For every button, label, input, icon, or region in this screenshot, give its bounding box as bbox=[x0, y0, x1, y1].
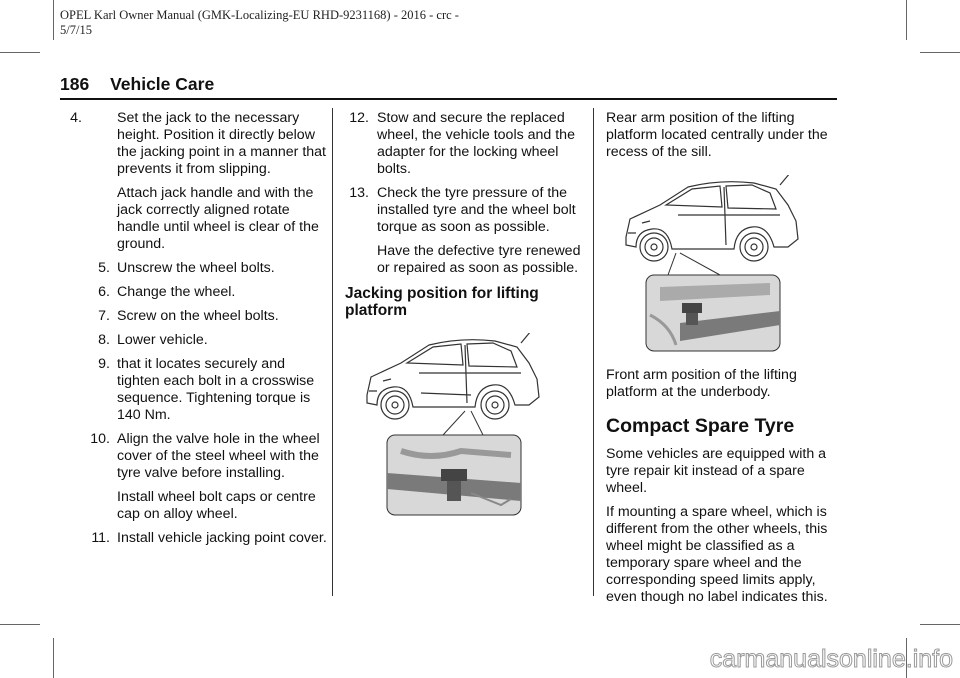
step-7 bbox=[82, 308, 328, 325]
crop-mark bbox=[53, 638, 54, 678]
step-11 bbox=[82, 530, 328, 547]
section-heading-compact-spare-tyre: Compact Spare Tyre bbox=[606, 415, 795, 437]
column-2 bbox=[345, 110, 585, 533]
page-header bbox=[60, 74, 214, 95]
step-number: 13. bbox=[349, 185, 369, 201]
print-metadata-line1: OPEL Karl Owner Manual (GMK-Localizing-EU RHD-9231168) - 2016 - crc - bbox=[60, 8, 459, 22]
car-side-view bbox=[367, 333, 539, 419]
rear-jacking-point-illustration bbox=[361, 333, 561, 533]
step-text: Stow and secure the replaced wheel, the vehicle tools and the adapter for the locking wheel bolts. bbox=[377, 110, 575, 177]
page-number: 186 bbox=[60, 74, 90, 94]
step-text: Check the tyre pressure of the installed tyre and the wheel bolt torque as soon as possible. bbox=[377, 185, 576, 235]
column-divider bbox=[332, 108, 333, 596]
step-13-note: Have the defective tyre renewed or repaired as soon as possible. bbox=[377, 243, 581, 276]
step-number: 4. bbox=[70, 110, 82, 126]
callout-lines bbox=[668, 253, 720, 275]
section-heading-lifting-platform: Jacking position for lifting platform bbox=[345, 285, 539, 319]
step-8 bbox=[82, 332, 328, 349]
spare-tyre-paragraph-2: If mounting a spare wheel, which is different from the other wheels, this wheel might be classified as a temporary spare wheel and the corresponding speed limits apply, even though no label indicates this. bbox=[606, 504, 828, 605]
column-3 bbox=[606, 110, 841, 613]
step-number: 8. bbox=[98, 332, 110, 348]
step-10 bbox=[82, 431, 328, 482]
column-divider bbox=[593, 108, 594, 596]
step-number: 6. bbox=[98, 284, 110, 300]
step-text: that it locates securely and tighten each bolt in a crosswise sequence. Tightening torque is 140 Nm. bbox=[117, 356, 315, 423]
step-number: 5. bbox=[98, 260, 110, 276]
detail-inset bbox=[646, 275, 780, 351]
print-metadata-line2: 5/7/15 bbox=[60, 23, 92, 37]
step-number: 12. bbox=[349, 110, 369, 126]
print-metadata bbox=[60, 8, 459, 38]
step-12 bbox=[345, 110, 585, 178]
crop-mark bbox=[53, 0, 54, 40]
front-arm-caption: Front arm position of the lifting platform at the underbody. bbox=[606, 367, 797, 400]
step-text: Screw on the wheel bolts. bbox=[117, 308, 279, 324]
car-side-view bbox=[626, 175, 798, 261]
crop-mark bbox=[906, 0, 907, 40]
step-4-note: Attach jack handle and with the jack correctly aligned rotate handle until wheel is clear of the ground. bbox=[117, 185, 319, 252]
step-text: Align the valve hole in the wheel cover of the steel wheel with the tyre valve before installing. bbox=[117, 431, 320, 481]
step-5 bbox=[82, 260, 328, 277]
step-text: Install vehicle jacking point cover. bbox=[117, 530, 327, 546]
detail-inset bbox=[387, 435, 521, 515]
watermark-text: carmanualsonline.info bbox=[709, 645, 953, 673]
crop-mark bbox=[0, 624, 40, 625]
step-text: Set the jack to the necessary height. Position it directly below the jacking point in a manner that prevents it from slipping. bbox=[117, 110, 327, 177]
step-number: 10. bbox=[90, 431, 110, 447]
step-text: Change the wheel. bbox=[117, 284, 236, 300]
front-jacking-point-illustration bbox=[620, 175, 820, 365]
crop-mark bbox=[920, 624, 960, 625]
step-text: Unscrew the wheel bolts. bbox=[117, 260, 275, 276]
step-13 bbox=[345, 185, 585, 236]
callout-lines bbox=[443, 411, 483, 435]
step-number: 9. bbox=[98, 356, 110, 372]
step-number: 11. bbox=[91, 530, 110, 546]
crop-mark bbox=[0, 52, 40, 53]
column-1 bbox=[70, 110, 328, 554]
step-number: 7. bbox=[98, 308, 110, 324]
section-title: Vehicle Care bbox=[110, 74, 215, 94]
rear-arm-description: Rear arm position of the lifting platform located centrally under the recess of the sill. bbox=[606, 110, 828, 160]
step-10-note: Install wheel bolt caps or centre cap on alloy wheel. bbox=[117, 489, 316, 522]
step-9 bbox=[82, 356, 328, 424]
step-text: Lower vehicle. bbox=[117, 332, 208, 348]
header-rule bbox=[60, 98, 837, 100]
watermark-logo bbox=[555, 643, 955, 673]
step-6 bbox=[82, 284, 328, 301]
step-4 bbox=[70, 110, 328, 178]
spare-tyre-paragraph-1: Some vehicles are equipped with a tyre repair kit instead of a spare wheel. bbox=[606, 446, 827, 496]
crop-mark bbox=[920, 52, 960, 53]
